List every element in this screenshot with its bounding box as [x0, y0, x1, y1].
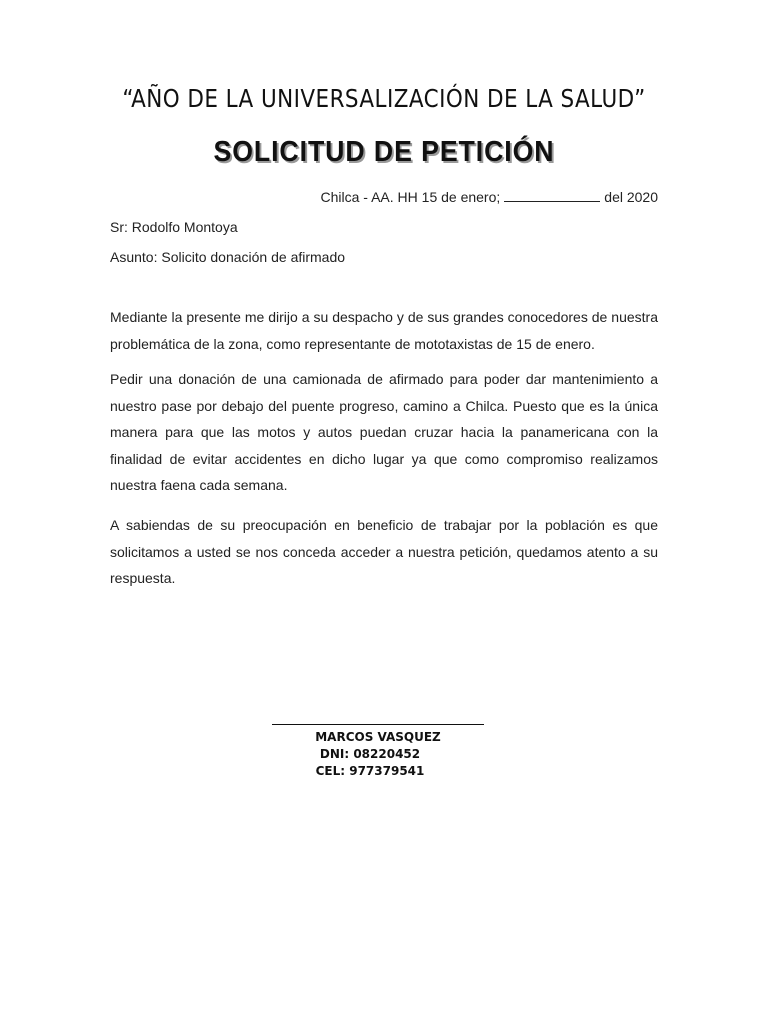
signature-block: [272, 724, 484, 780]
body-paragraph-1: Mediante la presente me dirijo a su despacho y de sus grandes conocedores de nuestra problemática de la zona, como representante de mototaxistas de 15 de enero.: [110, 309, 658, 352]
date-blank-line: [504, 191, 600, 202]
signer-name: MARCOS VASQUEZ: [315, 730, 441, 744]
date-prefix: Chilca - AA. HH 15 de enero;: [320, 189, 501, 205]
year-title: “AÑO DE LA UNIVERSALIZACIÓN DE LA SALUD”: [122, 84, 646, 113]
date-line: [321, 189, 658, 205]
signer-dni: DNI: 08220452: [319, 747, 421, 761]
addressee: Sr: Rodolfo Montoya: [110, 219, 238, 235]
date-suffix: del 2020: [604, 189, 658, 205]
signer-phone: CEL: 977379541: [315, 764, 425, 778]
body-paragraph-2: Pedir una donación de una camionada de afirmado para poder dar mantenimiento a nuestro pase por debajo del puente progreso, camino a Chilca. Puesto que es la única manera para que las motos y autos puedan cruzar hacia la panamericana con la finalidad de evitar accidentes en dicho lugar ya que como compromiso realizamos nuestra faena cada semana.: [110, 371, 658, 493]
body-paragraph-3: A sabiendas de su preocupación en beneficio de trabajar por la población es que solicitamos a usted se nos conceda acceder a nuestra petición, quedamos atento a su respuesta.: [110, 517, 658, 586]
document-title: SOLICITUD DE PETICIÓN: [213, 136, 555, 168]
subject-line: Asunto: Solicito donación de afirmado: [110, 249, 346, 265]
signature-line: [272, 724, 484, 725]
